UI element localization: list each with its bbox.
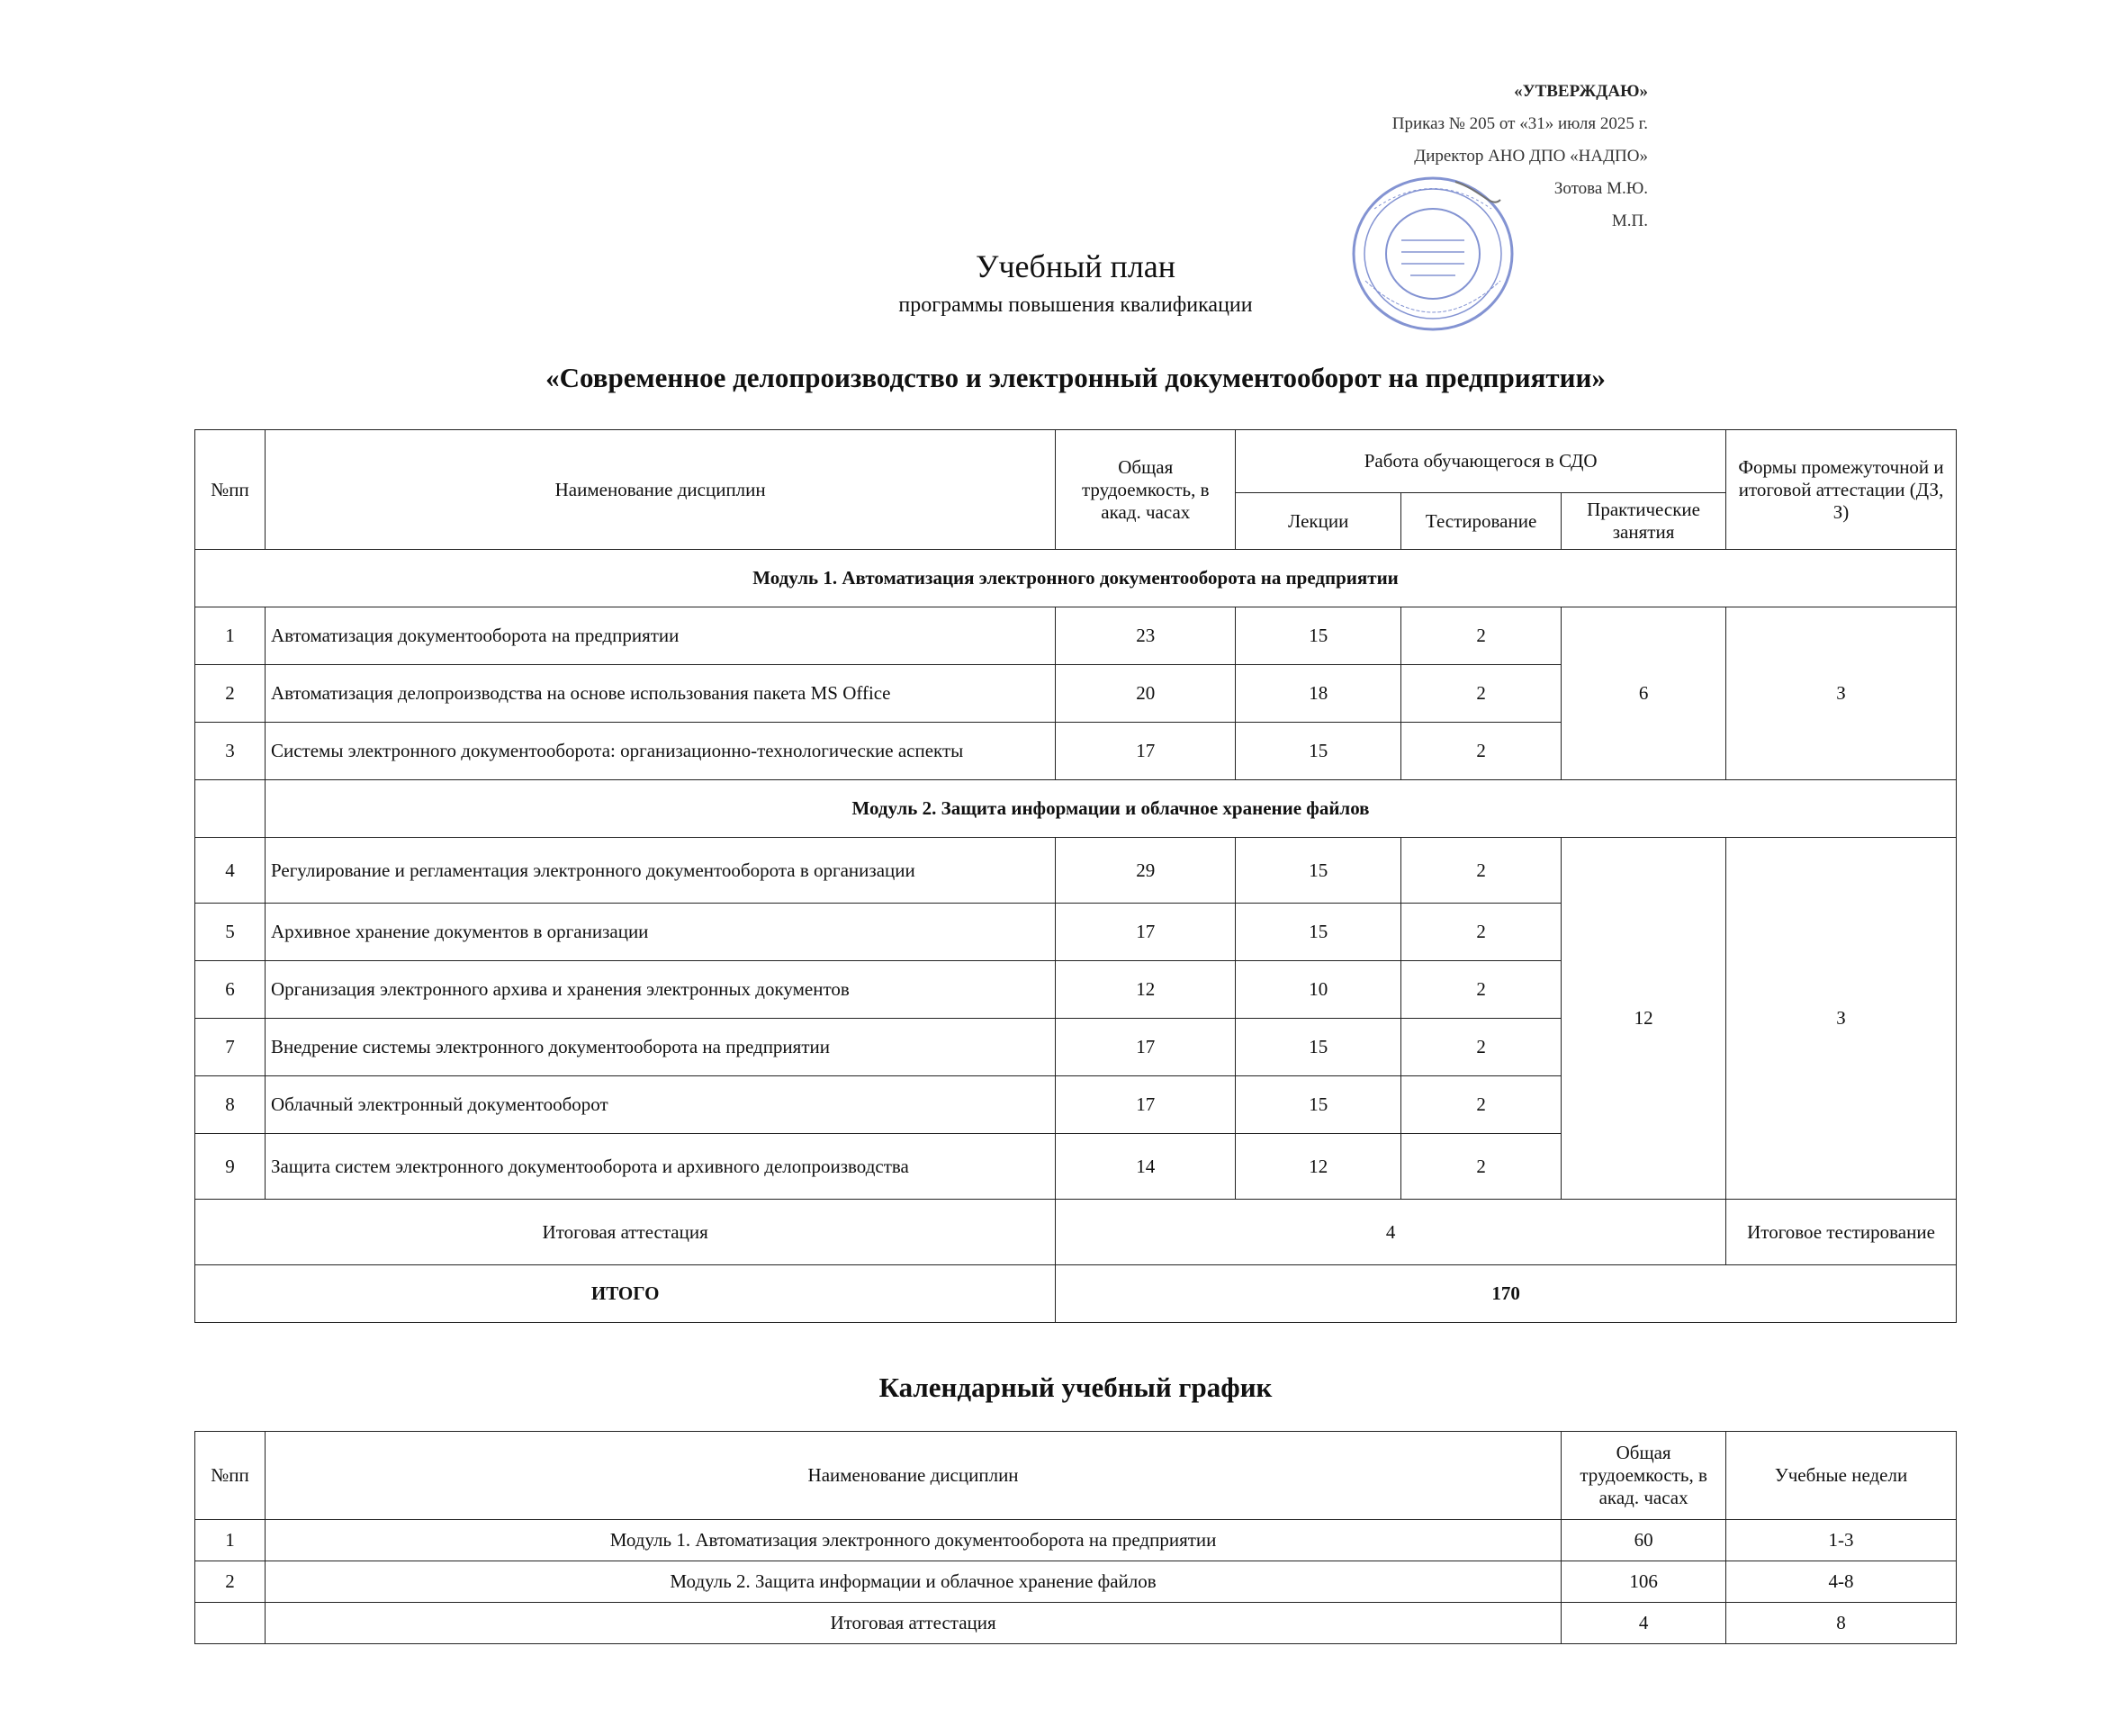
header-row bbox=[195, 1432, 1957, 1520]
module-2-title: Модуль 2. Защита информации и облачное хранение файлов bbox=[265, 780, 1956, 838]
row-num: 4 bbox=[195, 838, 266, 904]
row-testing: 2 bbox=[1401, 904, 1562, 961]
row-num: 1 bbox=[195, 1520, 266, 1561]
col-header-practice: Практические занятия bbox=[1562, 493, 1726, 550]
row-total: 17 bbox=[1056, 1076, 1236, 1134]
row-total: 17 bbox=[1056, 904, 1236, 961]
row-name: Итоговая аттестация bbox=[265, 1603, 1561, 1644]
row-lectures: 12 bbox=[1236, 1134, 1401, 1200]
approval-head: «УТВЕРЖДАЮ» bbox=[1514, 82, 1648, 101]
row-total: 20 bbox=[1056, 665, 1236, 723]
row-name: Модуль 1. Автоматизация электронного документооборота на предприятии bbox=[265, 1520, 1561, 1561]
row-total: 14 bbox=[1056, 1134, 1236, 1200]
module-2-form: З bbox=[1726, 838, 1957, 1200]
table-row bbox=[195, 1603, 1957, 1644]
row-testing: 2 bbox=[1401, 665, 1562, 723]
row-num: 8 bbox=[195, 1076, 266, 1134]
row-num: 2 bbox=[195, 1561, 266, 1603]
module-row bbox=[195, 780, 1957, 838]
total-hours: 170 bbox=[1056, 1265, 1957, 1323]
row-name: Автоматизация документооборота на предприятии bbox=[265, 607, 1055, 665]
row-name: Модуль 2. Защита информации и облачное хранение файлов bbox=[265, 1561, 1561, 1603]
row-weeks: 4-8 bbox=[1726, 1561, 1957, 1603]
row-num: 9 bbox=[195, 1134, 266, 1200]
row-name: Организация электронного архива и хранения электронных документов bbox=[265, 961, 1055, 1019]
col-header-total: Общая трудоемкость, в акад. часах bbox=[1562, 1432, 1726, 1520]
curriculum-table bbox=[194, 429, 1957, 1323]
program-title: «Современное делопроизводство и электронный документооборот на предприятии» bbox=[545, 362, 1606, 393]
row-total: 106 bbox=[1562, 1561, 1726, 1603]
row-lectures: 15 bbox=[1236, 723, 1401, 780]
row-name: Облачный электронный документооборот bbox=[265, 1076, 1055, 1134]
col-header-weeks: Учебные недели bbox=[1726, 1432, 1957, 1520]
table-row bbox=[195, 1561, 1957, 1603]
row-num: 2 bbox=[195, 665, 266, 723]
table-row bbox=[195, 838, 1957, 904]
row-testing: 2 bbox=[1401, 838, 1562, 904]
row-name: Автоматизация делопроизводства на основе использования пакета MS Office bbox=[265, 665, 1055, 723]
row-total: 60 bbox=[1562, 1520, 1726, 1561]
row-num: 3 bbox=[195, 723, 266, 780]
row-num bbox=[195, 1603, 266, 1644]
module-1-form: З bbox=[1726, 607, 1957, 780]
row-name: Архивное хранение документов в организации bbox=[265, 904, 1055, 961]
row-total: 17 bbox=[1056, 1019, 1236, 1076]
row-testing: 2 bbox=[1401, 1076, 1562, 1134]
row-lectures: 15 bbox=[1236, 1076, 1401, 1134]
row-lectures: 15 bbox=[1236, 1019, 1401, 1076]
row-name: Внедрение системы электронного документооборота на предприятии bbox=[265, 1019, 1055, 1076]
row-name: Регулирование и регламентация электронного документооборота в организации bbox=[265, 838, 1055, 904]
row-testing: 2 bbox=[1401, 723, 1562, 780]
col-header-name: Наименование дисциплин bbox=[265, 430, 1055, 550]
col-header-testing: Тестирование bbox=[1401, 493, 1562, 550]
row-lectures: 15 bbox=[1236, 904, 1401, 961]
module-2-practice: 12 bbox=[1562, 838, 1726, 1200]
row-name: Защита систем электронного документооборота и архивного делопроизводства bbox=[265, 1134, 1055, 1200]
col-header-lectures: Лекции bbox=[1236, 493, 1401, 550]
module-2-num-empty bbox=[195, 780, 266, 838]
document-title: Учебный план bbox=[975, 248, 1176, 284]
schedule-table bbox=[194, 1431, 1957, 1644]
col-header-work: Работа обучающегося в СДО bbox=[1236, 430, 1726, 493]
final-attestation-row bbox=[195, 1200, 1957, 1265]
row-lectures: 15 bbox=[1236, 607, 1401, 665]
col-header-num: №пп bbox=[195, 1432, 266, 1520]
row-total: 12 bbox=[1056, 961, 1236, 1019]
table-row bbox=[195, 607, 1957, 665]
col-header-name: Наименование дисциплин bbox=[265, 1432, 1561, 1520]
header-row bbox=[195, 430, 1957, 493]
total-row bbox=[195, 1265, 1957, 1323]
row-testing: 2 bbox=[1401, 1134, 1562, 1200]
row-num: 7 bbox=[195, 1019, 266, 1076]
table-row bbox=[195, 1520, 1957, 1561]
row-lectures: 10 bbox=[1236, 961, 1401, 1019]
approval-order: Приказ № 205 от «31» июля 2025 г. bbox=[1391, 114, 1648, 133]
total-label: ИТОГО bbox=[195, 1265, 1056, 1323]
module-row bbox=[195, 550, 1957, 607]
row-name: Системы электронного документооборота: организационно-технологические аспекты bbox=[265, 723, 1055, 780]
row-total: 17 bbox=[1056, 723, 1236, 780]
calendar-title: Календарный учебный график bbox=[878, 1372, 1273, 1403]
row-weeks: 8 bbox=[1726, 1603, 1957, 1644]
module-1-title: Модуль 1. Автоматизация электронного документооборота на предприятии bbox=[195, 550, 1957, 607]
final-attestation-hours: 4 bbox=[1056, 1200, 1726, 1265]
approval-stamp-place: М.П. bbox=[1611, 211, 1648, 230]
row-total: 23 bbox=[1056, 607, 1236, 665]
col-header-total: Общая трудоемкость, в акад. часах bbox=[1056, 430, 1236, 550]
row-total: 4 bbox=[1562, 1603, 1726, 1644]
col-header-num: №пп bbox=[195, 430, 266, 550]
row-num: 6 bbox=[195, 961, 266, 1019]
final-attestation-form: Итоговое тестирование bbox=[1726, 1200, 1957, 1265]
document-subtitle: программы повышения квалификации bbox=[898, 293, 1253, 317]
row-testing: 2 bbox=[1401, 961, 1562, 1019]
row-lectures: 18 bbox=[1236, 665, 1401, 723]
final-attestation-label: Итоговая аттестация bbox=[195, 1200, 1056, 1265]
row-testing: 2 bbox=[1401, 607, 1562, 665]
module-1-practice: 6 bbox=[1562, 607, 1726, 780]
row-num: 5 bbox=[195, 904, 266, 961]
col-header-forms: Формы промежуточной и итоговой аттестации (ДЗ, З) bbox=[1726, 430, 1957, 550]
row-weeks: 1-3 bbox=[1726, 1520, 1957, 1561]
row-total: 29 bbox=[1056, 838, 1236, 904]
row-lectures: 15 bbox=[1236, 838, 1401, 904]
row-testing: 2 bbox=[1401, 1019, 1562, 1076]
row-num: 1 bbox=[195, 607, 266, 665]
approval-name: Зотова М.Ю. bbox=[1553, 179, 1648, 198]
approval-position: Директор АНО ДПО «НАДПО» bbox=[1414, 147, 1648, 166]
